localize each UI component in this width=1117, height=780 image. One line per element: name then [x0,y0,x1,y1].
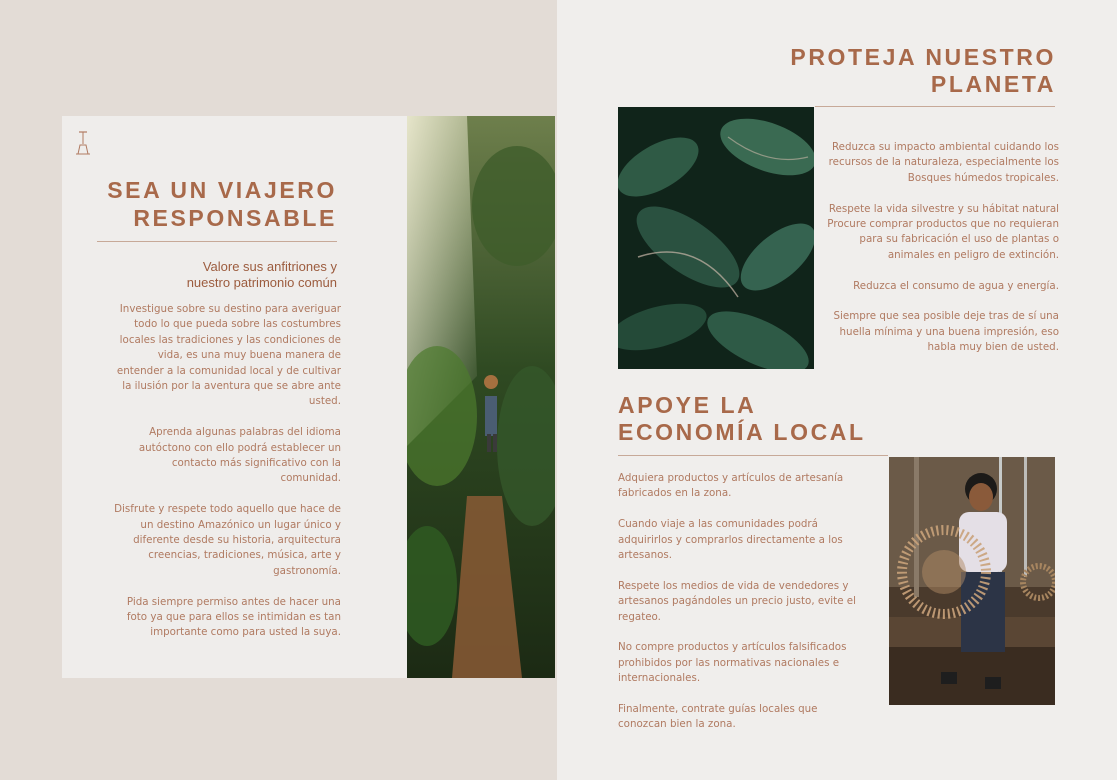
paragraph: Finalmente, contrate guías locales que conozcan bien la zona. [618,703,818,731]
divider [97,241,337,242]
jungle-path-photo [407,116,555,678]
title-line: PROTEJA NUESTRO [790,44,1056,70]
paragraph: Respete los medios de vida de vendedores y artesanos pagándoles un precio justo, evite el regateo. [618,579,857,623]
title-line: ECONOMÍA LOCAL [618,419,866,445]
right-page [557,0,1117,780]
paragraph: Siempre que sea posible deje tras de sí una huella mínima y una buena impresión, eso habla muy bien de usted. [833,310,1059,354]
paragraph: Reduzca el consumo de agua y energía. [853,279,1059,292]
paragraph: Aprenda algunas palabras del idioma autóctono con ello podrá establecer un contacto más significativo con la comunidad. [138,426,341,485]
section-title-planet [676,44,1056,98]
title-line: RESPONSABLE [133,205,337,231]
title-line: APOYE LA [618,392,757,418]
title-line: PLANETA [930,71,1056,97]
section-title-economy [618,392,918,446]
left-page [0,0,557,780]
paragraph: Disfrute y respete todo aquello que hace de un destino Amazónico un lugar único y diferente desde su historia, arquitectura creencias, tradiciones, música, arte y gastronomía. [114,503,341,577]
artisan-photo [889,457,1055,705]
subtitle-line: nuestro patrimonio común [186,275,337,290]
paragraph: No compre productos y artículos falsificados prohibidos por las normativas nacionales e internacionales. [618,641,847,685]
responsible-traveler-card [62,116,407,678]
paragraph: Cuando viaje a las comunidades podrá adquirirlos y comprarlos directamente a los artesanos. [618,518,843,562]
paragraph: Reduzca su impacto ambiental cuidando los recursos de la naturaleza, especialmente los Bosques húmedos tropicales. [828,141,1059,184]
divider [815,106,1055,107]
subtitle-hosts [77,259,337,291]
planet-body [819,140,1059,371]
section-title-responsible [37,176,337,232]
tropical-leaves-photo [618,107,814,369]
paragraph: Pida siempre permiso antes de hacer una foto ya que para ellos se intimidan es tan importante como para usted la suya. [126,595,341,639]
economy-body [618,471,858,748]
responsible-body [113,302,341,656]
lamp-icon [74,130,92,156]
paragraph: Investigue sobre su destino para averiguar todo lo que pueda sobre las costumbres locales las tradiciones y las condiciones de vida, es una muy buena manera de entender a la comunidad local y de cultivar la ilusión por la aventura que se abre ante usted. [116,303,341,408]
paragraph: Adquiera productos y artículos de artesanía fabricados en la zona. [618,472,844,500]
divider [618,455,888,456]
title-line: SEA UN VIAJERO [107,177,337,203]
paragraph: Respete la vida silvestre y su hábitat natural Procure comprar productos que no requieran para su fabricación el uso de plantas o animales en peligro de extinción. [827,202,1059,261]
subtitle-line: Valore sus anfitriones y [202,259,337,274]
